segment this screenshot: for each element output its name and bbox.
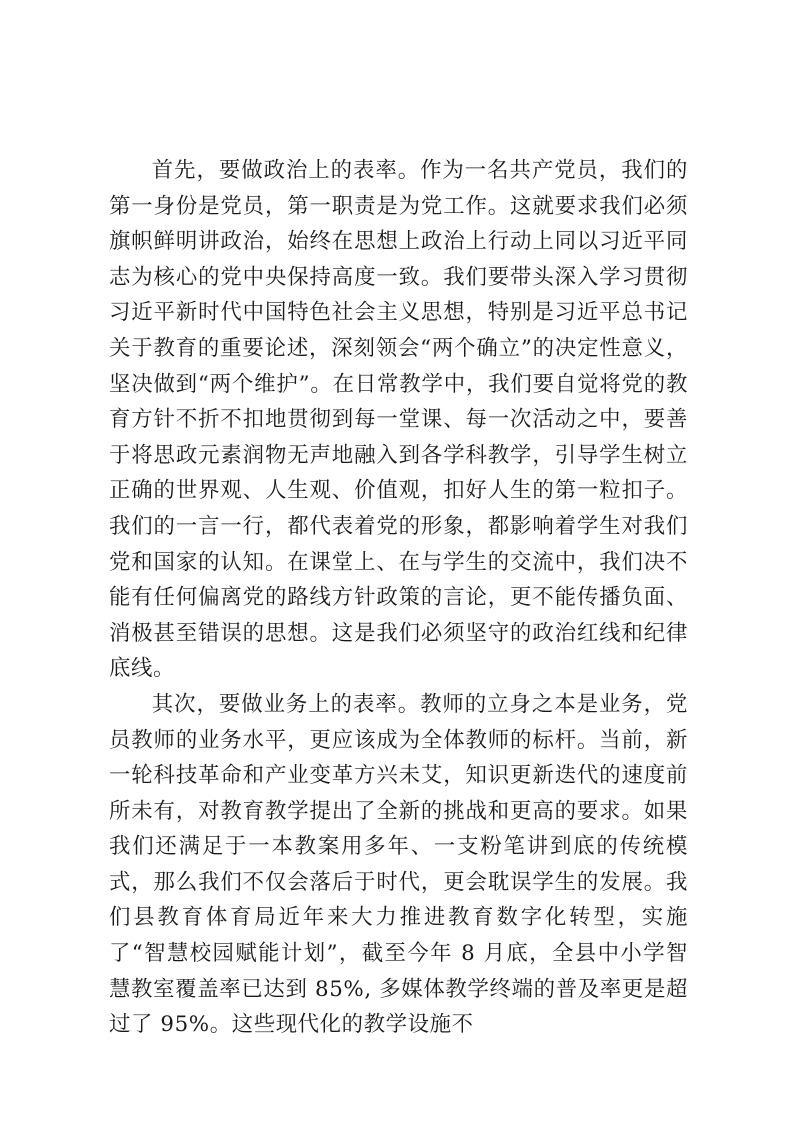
document-body xyxy=(109,153,688,1043)
paragraph-professional-role-model: 其次，要做业务上的表率。教师的立身之本是业务，党员教师的业务水平，更应该成为全体教师的标杆。当前，新一轮科技革命和产业变革方兴未艾，知识更新迭代的速度前所未有，对教育教学提出了全新的挑战和更高的要求。如果我们还满足于一本教案用多年、一支粉笔讲到底的传统模式，那么我们不仅会落后于时代，更会耽误学生的发展。我们县教育体育局近年来大力推进教育数字化转型，实施了“智慧校园赋能计划”，截至今年 8 月底，全县中小学智慧教室覆盖率已达到 85%, 多媒体教学终端的普及率更是超过了 95%。这些现代化的教学设施不 xyxy=(109,691,688,1038)
paragraph-political-role-model: 首先，要做政治上的表率。作为一名共产党员，我们的第一身份是党员，第一职责是为党工作。这就要求我们必须旗帜鲜明讲政治，始终在思想上政治上行动上同以习近平同志为核心的党中央保持高度一致。我们要带头深入学习贯彻习近平新时代中国特色社会主义思想，特别是习近平总书记关于教育的重要论述，深刻领会“两个确立”的决定性意义，坚决做到“两个维护”。在日常教学中，我们要自觉将党的教育方针不折不扣地贯彻到每一堂课、每一次活动之中，要善于将思政元素润物无声地融入到各学科教学，引导学生树立正确的世界观、人生观、价值观，扣好人生的第一粒扣子。我们的一言一行，都代表着党的形象，都影响着学生对我们党和国家的认知。在课堂上、在与学生的交流中，我们决不能有任何偏离党的路线方针政策的言论，更不能传播负面、消极甚至错误的思想。这是我们必须坚守的政治红线和纪律底线。 xyxy=(109,158,688,682)
